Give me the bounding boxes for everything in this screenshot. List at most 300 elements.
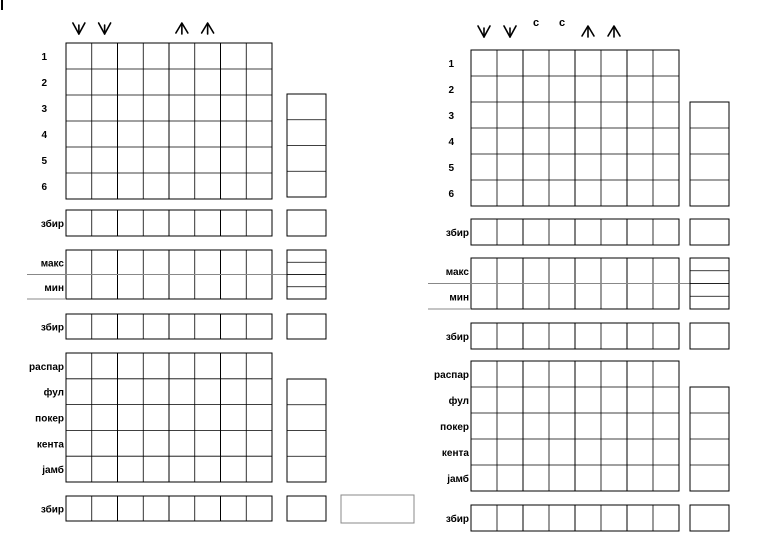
left-numbers-cell[interactable] [221, 69, 247, 95]
right-maxmin-cell[interactable] [575, 284, 601, 310]
right-combos-cell[interactable] [549, 387, 575, 413]
left-sum1-cell[interactable] [169, 210, 195, 236]
left-combos-cell[interactable] [221, 405, 247, 431]
right-numbers-cell[interactable] [523, 154, 549, 180]
sum1-total-box[interactable] [287, 210, 326, 236]
right-sum3-cell[interactable] [627, 505, 653, 531]
left-combos-cell[interactable] [143, 379, 169, 405]
arrow-up-icon [176, 23, 188, 34]
left-maxmin-cell[interactable] [92, 250, 118, 275]
row-label-number: 3 [448, 111, 454, 122]
right-combos-cell[interactable] [497, 413, 523, 439]
right-combos-cell[interactable] [497, 465, 523, 491]
left-maxmin-cell[interactable] [118, 275, 144, 300]
right-numbers-cell[interactable] [575, 154, 601, 180]
left-numbers-cell[interactable] [92, 95, 118, 121]
right-numbers-cell[interactable] [549, 128, 575, 154]
left-numbers-cell[interactable] [66, 95, 92, 121]
right-combos-cell[interactable] [497, 439, 523, 465]
right-numbers-cell[interactable] [523, 180, 549, 206]
left-numbers-cell[interactable] [246, 121, 272, 147]
right-numbers-cell[interactable] [471, 102, 497, 128]
score-sheet-right [428, 17, 729, 531]
right-sum2-cell[interactable] [549, 323, 575, 349]
right-numbers-cell[interactable] [497, 180, 523, 206]
row-label-combo: покер [35, 413, 64, 425]
left-maxmin-cell[interactable] [118, 250, 144, 275]
right-maxmin-cell[interactable] [549, 258, 575, 284]
left-numbers-cell[interactable] [143, 173, 169, 199]
left-numbers-cell[interactable] [221, 121, 247, 147]
right-numbers-cell[interactable] [653, 180, 679, 206]
left-numbers-cell[interactable] [118, 69, 144, 95]
right-sum3-cell[interactable] [497, 505, 523, 531]
right-combos-cell[interactable] [601, 387, 627, 413]
left-sum2-cell[interactable] [195, 314, 221, 339]
left-combos-cell[interactable] [169, 430, 195, 456]
left-numbers-cell[interactable] [66, 147, 92, 173]
right-combos-cell[interactable] [549, 465, 575, 491]
left-maxmin-cell[interactable] [169, 250, 195, 275]
right-combos-cell[interactable] [471, 439, 497, 465]
right-combos-cell[interactable] [627, 361, 653, 387]
left-numbers-cell[interactable] [169, 173, 195, 199]
left-combos-cell[interactable] [195, 379, 221, 405]
right-combos-cell[interactable] [601, 361, 627, 387]
right-sum2-cell[interactable] [601, 323, 627, 349]
left-numbers-cell[interactable] [221, 147, 247, 173]
right-combos-cell[interactable] [601, 439, 627, 465]
right-sum3-cell[interactable] [575, 505, 601, 531]
left-numbers-cell[interactable] [92, 121, 118, 147]
sum2-total-box[interactable] [287, 314, 326, 339]
right-maxmin-cell[interactable] [653, 284, 679, 310]
left-numbers-cell[interactable] [221, 95, 247, 121]
row-label-sum: збир [445, 228, 469, 239]
left-combos-cell[interactable] [118, 405, 144, 431]
left-combos-cell[interactable] [169, 456, 195, 482]
left-numbers-cell[interactable] [195, 95, 221, 121]
row-label-number: 2 [448, 85, 454, 96]
right-numbers-cell[interactable] [627, 180, 653, 206]
right-combos-cell[interactable] [549, 413, 575, 439]
right-combos-cell[interactable] [471, 413, 497, 439]
left-combos-cell[interactable] [246, 456, 272, 482]
row-label-combo: кента [441, 448, 469, 459]
left-sum1-cell[interactable] [66, 210, 92, 236]
left-numbers-cell[interactable] [92, 69, 118, 95]
right-numbers-cell[interactable] [627, 76, 653, 102]
left-sum2-cell[interactable] [92, 314, 118, 339]
row-label-max: макс [40, 258, 64, 270]
right-numbers-cell[interactable] [653, 50, 679, 76]
right-combos-cell[interactable] [653, 439, 679, 465]
right-combos-cell[interactable] [653, 361, 679, 387]
right-sum2-cell[interactable] [497, 323, 523, 349]
left-sum2-cell[interactable] [246, 314, 272, 339]
right-combos-cell[interactable] [627, 413, 653, 439]
left-sum1-cell[interactable] [92, 210, 118, 236]
right-combos-cell[interactable] [549, 439, 575, 465]
right-numbers-cell[interactable] [653, 154, 679, 180]
left-numbers-cell[interactable] [169, 121, 195, 147]
row-label-combo: распар [434, 370, 469, 381]
left-combos-cell[interactable] [92, 456, 118, 482]
right-numbers-cell[interactable] [627, 50, 653, 76]
right-combos-cell[interactable] [653, 387, 679, 413]
right-combos-cell[interactable] [549, 361, 575, 387]
left-numbers-cell[interactable] [221, 173, 247, 199]
right-sum1-cell[interactable] [523, 219, 549, 245]
right-numbers-cell[interactable] [497, 50, 523, 76]
left-maxmin-cell[interactable] [246, 275, 272, 300]
right-combos-cell[interactable] [471, 361, 497, 387]
right-numbers-cell[interactable] [653, 102, 679, 128]
sum1-total-box[interactable] [690, 219, 729, 245]
right-combos-cell[interactable] [471, 465, 497, 491]
left-numbers-cell[interactable] [92, 43, 118, 69]
left-combos-cell[interactable] [221, 353, 247, 379]
right-combos-cell[interactable] [653, 465, 679, 491]
left-maxmin-cell[interactable] [143, 275, 169, 300]
left-numbers-cell[interactable] [195, 69, 221, 95]
right-maxmin-cell[interactable] [523, 284, 549, 310]
left-combos-cell[interactable] [221, 456, 247, 482]
left-combos-cell[interactable] [195, 430, 221, 456]
right-combos-cell[interactable] [575, 413, 601, 439]
left-numbers-cell[interactable] [118, 43, 144, 69]
right-combos-cell[interactable] [627, 387, 653, 413]
left-combos-cell[interactable] [246, 430, 272, 456]
left-numbers-cell[interactable] [246, 69, 272, 95]
row-label-number: 6 [448, 189, 454, 200]
right-numbers-cell[interactable] [497, 102, 523, 128]
right-numbers-cell[interactable] [549, 50, 575, 76]
left-numbers-cell[interactable] [246, 173, 272, 199]
row-label-combo: покер [440, 422, 469, 433]
column-header-letter: с [532, 17, 540, 29]
left-numbers-cell[interactable] [246, 43, 272, 69]
right-maxmin-cell[interactable] [471, 258, 497, 284]
right-maxmin-cell[interactable] [523, 258, 549, 284]
left-numbers-cell[interactable] [143, 147, 169, 173]
left-numbers-cell[interactable] [195, 43, 221, 69]
left-sum1-cell[interactable] [246, 210, 272, 236]
right-numbers-cell[interactable] [601, 154, 627, 180]
right-numbers-cell[interactable] [575, 102, 601, 128]
left-maxmin-cell[interactable] [92, 275, 118, 300]
left-sum3-cell[interactable] [195, 496, 221, 521]
left-numbers-cell[interactable] [143, 121, 169, 147]
left-sum3-cell[interactable] [118, 496, 144, 521]
right-sum3-cell[interactable] [471, 505, 497, 531]
right-sum2-cell[interactable] [523, 323, 549, 349]
right-sum1-cell[interactable] [471, 219, 497, 245]
left-maxmin-cell[interactable] [143, 250, 169, 275]
right-numbers-cell[interactable] [471, 180, 497, 206]
row-label-combo: распар [29, 361, 64, 373]
row-label-number: 6 [41, 182, 47, 193]
left-combos-cell[interactable] [92, 379, 118, 405]
right-sum3-cell[interactable] [601, 505, 627, 531]
left-maxmin-cell[interactable] [66, 275, 92, 300]
row-label-sum: збир [445, 514, 469, 525]
left-sum3-cell[interactable] [143, 496, 169, 521]
right-maxmin-cell[interactable] [497, 258, 523, 284]
right-numbers-cell[interactable] [575, 128, 601, 154]
right-maxmin-cell[interactable] [601, 258, 627, 284]
row-label-min: мин [44, 282, 64, 294]
left-numbers-cell[interactable] [195, 173, 221, 199]
right-sum2-cell[interactable] [575, 323, 601, 349]
row-label-max: макс [445, 266, 469, 278]
left-maxmin-cell[interactable] [66, 250, 92, 275]
right-numbers-cell[interactable] [601, 76, 627, 102]
right-numbers-cell[interactable] [575, 180, 601, 206]
left-numbers-cell[interactable] [169, 43, 195, 69]
right-numbers-cell[interactable] [471, 128, 497, 154]
right-maxmin-cell[interactable] [627, 284, 653, 310]
right-sum1-cell[interactable] [627, 219, 653, 245]
row-label-number: 1 [41, 52, 47, 63]
left-combos-cell[interactable] [66, 379, 92, 405]
right-maxmin-cell[interactable] [497, 284, 523, 310]
column-header-letter: с [558, 17, 566, 29]
left-sum1-cell[interactable] [221, 210, 247, 236]
left-numbers-cell[interactable] [143, 69, 169, 95]
left-numbers-cell[interactable] [143, 95, 169, 121]
left-combos-cell[interactable] [246, 379, 272, 405]
left-maxmin-cell[interactable] [246, 250, 272, 275]
left-combos-cell[interactable] [246, 405, 272, 431]
right-numbers-cell[interactable] [523, 76, 549, 102]
left-sum2-cell[interactable] [221, 314, 247, 339]
right-numbers-cell[interactable] [523, 50, 549, 76]
right-numbers-cell[interactable] [549, 102, 575, 128]
right-numbers-cell[interactable] [523, 102, 549, 128]
row-label-number: 3 [41, 104, 47, 115]
left-combos-cell[interactable] [66, 405, 92, 431]
left-numbers-cell[interactable] [143, 43, 169, 69]
right-combos-cell[interactable] [627, 439, 653, 465]
left-numbers-cell[interactable] [92, 147, 118, 173]
right-numbers-cell[interactable] [471, 154, 497, 180]
right-sum2-cell[interactable] [653, 323, 679, 349]
row-label-sum: збир [40, 322, 64, 334]
left-numbers-cell[interactable] [66, 121, 92, 147]
right-sum1-cell[interactable] [601, 219, 627, 245]
row-label-combo: фул [448, 396, 469, 407]
left-combos-cell[interactable] [92, 405, 118, 431]
right-maxmin-cell[interactable] [549, 284, 575, 310]
right-combos-cell[interactable] [523, 361, 549, 387]
left-sum1-cell[interactable] [195, 210, 221, 236]
right-sum2-cell[interactable] [627, 323, 653, 349]
left-sum3-cell[interactable] [221, 496, 247, 521]
left-sum3-cell[interactable] [246, 496, 272, 521]
right-numbers-cell[interactable] [653, 76, 679, 102]
row-label-number: 4 [41, 130, 47, 141]
left-numbers-cell[interactable] [169, 147, 195, 173]
right-numbers-cell[interactable] [627, 154, 653, 180]
left-sum2-cell[interactable] [66, 314, 92, 339]
left-numbers-cell[interactable] [169, 69, 195, 95]
right-maxmin-cell[interactable] [601, 284, 627, 310]
right-combos-cell[interactable] [523, 439, 549, 465]
left-numbers-cell[interactable] [118, 173, 144, 199]
left-combos-cell[interactable] [169, 353, 195, 379]
left-combos-cell[interactable] [66, 456, 92, 482]
sum3-total-box[interactable] [690, 505, 729, 531]
right-sum1-cell[interactable] [575, 219, 601, 245]
right-numbers-cell[interactable] [627, 102, 653, 128]
left-combos-cell[interactable] [66, 430, 92, 456]
right-numbers-cell[interactable] [601, 128, 627, 154]
left-combos-cell[interactable] [118, 456, 144, 482]
left-sum2-cell[interactable] [118, 314, 144, 339]
right-numbers-cell[interactable] [471, 76, 497, 102]
right-numbers-cell[interactable] [497, 76, 523, 102]
left-numbers-cell[interactable] [118, 95, 144, 121]
left-sum1-cell[interactable] [143, 210, 169, 236]
row-label-sum: збир [40, 504, 64, 516]
grand-total-box[interactable] [341, 495, 414, 523]
left-numbers-cell[interactable] [246, 95, 272, 121]
left-combos-cell[interactable] [118, 353, 144, 379]
left-sum3-cell[interactable] [66, 496, 92, 521]
left-combos-cell[interactable] [195, 456, 221, 482]
left-combos-cell[interactable] [92, 430, 118, 456]
right-combos-cell[interactable] [523, 465, 549, 491]
right-maxmin-cell[interactable] [471, 284, 497, 310]
left-combos-cell[interactable] [92, 353, 118, 379]
right-combos-cell[interactable] [523, 387, 549, 413]
left-sum2-cell[interactable] [143, 314, 169, 339]
right-combos-cell[interactable] [497, 387, 523, 413]
right-sum3-cell[interactable] [653, 505, 679, 531]
left-combos-cell[interactable] [195, 405, 221, 431]
right-combos-cell[interactable] [575, 465, 601, 491]
left-numbers-cell[interactable] [118, 121, 144, 147]
arrow-down-icon [99, 23, 111, 34]
row-label-number: 5 [448, 163, 454, 174]
right-numbers-cell[interactable] [601, 50, 627, 76]
arrow-up-icon [608, 26, 620, 37]
right-numbers-cell[interactable] [549, 180, 575, 206]
left-combos-cell[interactable] [143, 430, 169, 456]
right-numbers-cell[interactable] [627, 128, 653, 154]
right-combos-cell[interactable] [627, 465, 653, 491]
right-combos-cell[interactable] [575, 361, 601, 387]
right-combos-cell[interactable] [575, 387, 601, 413]
left-combos-cell[interactable] [118, 379, 144, 405]
row-label-number: 1 [448, 59, 454, 70]
left-maxmin-cell[interactable] [195, 275, 221, 300]
left-numbers-cell[interactable] [195, 147, 221, 173]
left-sum3-cell[interactable] [169, 496, 195, 521]
right-combos-cell[interactable] [601, 413, 627, 439]
right-combos-cell[interactable] [601, 465, 627, 491]
left-combos-cell[interactable] [143, 405, 169, 431]
right-numbers-cell[interactable] [471, 50, 497, 76]
left-combos-cell[interactable] [169, 379, 195, 405]
right-sum3-cell[interactable] [549, 505, 575, 531]
right-sum1-cell[interactable] [549, 219, 575, 245]
right-combos-cell[interactable] [497, 361, 523, 387]
left-numbers-cell[interactable] [92, 173, 118, 199]
left-sum2-cell[interactable] [169, 314, 195, 339]
right-sum1-cell[interactable] [653, 219, 679, 245]
row-label-number: 4 [448, 137, 454, 148]
right-combos-cell[interactable] [471, 387, 497, 413]
right-combos-cell[interactable] [575, 439, 601, 465]
right-numbers-cell[interactable] [601, 102, 627, 128]
right-sum3-cell[interactable] [523, 505, 549, 531]
left-combos-cell[interactable] [221, 430, 247, 456]
right-numbers-cell[interactable] [497, 128, 523, 154]
left-maxmin-cell[interactable] [221, 275, 247, 300]
left-combos-cell[interactable] [118, 430, 144, 456]
left-combos-cell[interactable] [221, 379, 247, 405]
right-maxmin-cell[interactable] [653, 258, 679, 284]
right-numbers-cell[interactable] [549, 154, 575, 180]
left-numbers-cell[interactable] [195, 121, 221, 147]
right-numbers-cell[interactable] [653, 128, 679, 154]
left-combos-cell[interactable] [195, 353, 221, 379]
arrow-up-icon [202, 23, 214, 34]
arrow-up-icon [582, 26, 594, 37]
left-numbers-cell[interactable] [66, 69, 92, 95]
row-label-combo: кента [36, 439, 64, 451]
right-combos-cell[interactable] [653, 413, 679, 439]
left-maxmin-cell[interactable] [169, 275, 195, 300]
left-combos-cell[interactable] [246, 353, 272, 379]
right-numbers-cell[interactable] [549, 76, 575, 102]
left-sum1-cell[interactable] [118, 210, 144, 236]
row-label-sum: збир [40, 219, 64, 230]
left-numbers-cell[interactable] [246, 147, 272, 173]
right-numbers-cell[interactable] [601, 180, 627, 206]
right-numbers-cell[interactable] [575, 50, 601, 76]
row-label-combo: јамб [447, 474, 469, 485]
right-maxmin-cell[interactable] [575, 258, 601, 284]
left-maxmin-cell[interactable] [221, 250, 247, 275]
left-numbers-cell[interactable] [169, 95, 195, 121]
right-numbers-cell[interactable] [575, 76, 601, 102]
sum2-total-box[interactable] [690, 323, 729, 349]
right-numbers-cell[interactable] [523, 128, 549, 154]
left-combos-cell[interactable] [143, 353, 169, 379]
right-maxmin-cell[interactable] [627, 258, 653, 284]
left-numbers-cell[interactable] [118, 147, 144, 173]
left-combos-cell[interactable] [66, 353, 92, 379]
right-numbers-cell[interactable] [497, 154, 523, 180]
left-numbers-cell[interactable] [66, 173, 92, 199]
score-sheet-left [27, 23, 414, 523]
arrow-down-icon [73, 23, 85, 34]
left-maxmin-cell[interactable] [195, 250, 221, 275]
left-combos-cell[interactable] [169, 405, 195, 431]
right-sum2-cell[interactable] [471, 323, 497, 349]
arrow-down-icon [478, 26, 490, 37]
left-combos-cell[interactable] [143, 456, 169, 482]
right-combos-cell[interactable] [523, 413, 549, 439]
sum3-total-box[interactable] [287, 496, 326, 521]
left-numbers-cell[interactable] [221, 43, 247, 69]
left-numbers-cell[interactable] [66, 43, 92, 69]
right-sum1-cell[interactable] [497, 219, 523, 245]
left-sum3-cell[interactable] [92, 496, 118, 521]
